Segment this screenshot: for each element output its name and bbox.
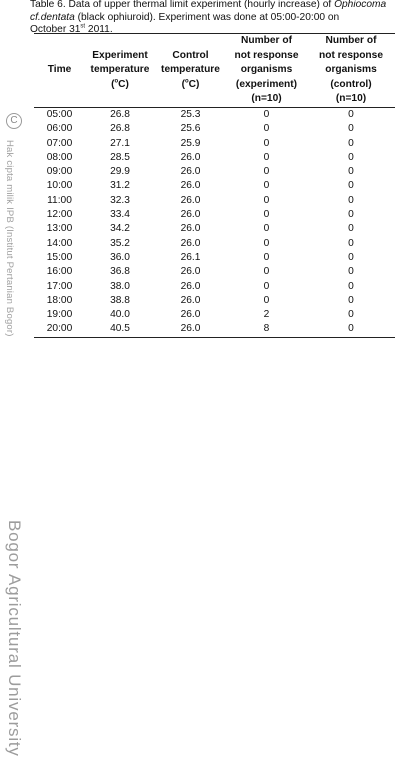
table-row bbox=[34, 322, 395, 337]
cell-control-temp: 26.0 bbox=[180, 323, 201, 335]
cell-not-response-ctrl: 0 bbox=[348, 323, 354, 335]
cell-control-temp: 26.0 bbox=[180, 180, 201, 192]
cell-experiment-temp: 33.4 bbox=[110, 209, 130, 221]
cell-experiment-temp: 36.8 bbox=[110, 266, 130, 278]
table-row bbox=[34, 294, 395, 308]
cell-not-response-ctrl: 0 bbox=[348, 223, 354, 235]
cell-not-response-ctrl: 0 bbox=[348, 123, 354, 135]
cell-time: 07:00 bbox=[46, 137, 73, 149]
cell-not-response-exp: 0 bbox=[263, 266, 270, 278]
cell-not-response-exp: 0 bbox=[263, 137, 270, 149]
cell-not-response-ctrl: 0 bbox=[348, 309, 354, 321]
cell-not-response-exp: 0 bbox=[263, 209, 270, 221]
cell-control-temp: 26.0 bbox=[180, 294, 201, 306]
cell-control-temp: 26.0 bbox=[180, 166, 201, 178]
cell-time: 10:00 bbox=[46, 180, 73, 192]
cell-time: 13:00 bbox=[46, 223, 73, 235]
cell-time: 12:00 bbox=[46, 209, 73, 221]
cell-control-temp: 26.0 bbox=[180, 151, 201, 163]
caption-date: October 31 bbox=[30, 24, 81, 35]
watermark-copyright-text: Hak cipta milik IPB (Institut Pertanian Bogor) bbox=[4, 140, 15, 337]
cell-not-response-exp: 0 bbox=[263, 194, 270, 206]
table-row bbox=[34, 208, 395, 222]
cell-experiment-temp: 40.5 bbox=[110, 323, 130, 335]
table-row bbox=[34, 179, 395, 193]
table-row bbox=[34, 122, 395, 136]
cell-not-response-exp: 0 bbox=[263, 294, 270, 306]
cell-time: 08:00 bbox=[46, 151, 73, 163]
header-time: Time bbox=[47, 64, 72, 76]
cell-time: 20:00 bbox=[46, 323, 73, 335]
caption-text: Table 6. Data of upper thermal limit experiment (hourly increase) of bbox=[30, 0, 335, 10]
cell-experiment-temp: 38.8 bbox=[110, 294, 130, 306]
header-not-response-experiment: Number of not response organisms (experiment) (n=10) bbox=[234, 35, 299, 105]
table-row bbox=[34, 308, 395, 322]
cell-control-temp: 26.0 bbox=[180, 237, 201, 249]
header-not-response-control: Number of not response organisms (control) (n=10) bbox=[319, 35, 383, 105]
table-row bbox=[34, 237, 395, 251]
table-row bbox=[34, 137, 395, 151]
cell-not-response-ctrl: 0 bbox=[348, 294, 354, 306]
table-row bbox=[34, 251, 395, 265]
cell-time: 18:00 bbox=[46, 294, 73, 306]
cell-not-response-ctrl: 0 bbox=[348, 137, 354, 149]
cell-experiment-temp: 34.2 bbox=[110, 223, 130, 235]
caption-species-epithet: cf.dentata bbox=[30, 11, 75, 23]
caption-date-sup: st bbox=[80, 23, 86, 30]
caption-text-2: (black ophiuroid). Experiment was done at 05:00-20:00 on bbox=[74, 11, 340, 23]
cell-not-response-exp: 2 bbox=[263, 309, 270, 321]
table-row bbox=[34, 194, 395, 208]
cell-time: 05:00 bbox=[46, 109, 73, 120]
cell-experiment-temp: 26.8 bbox=[110, 109, 130, 120]
cell-experiment-temp: 40.0 bbox=[110, 309, 130, 321]
table-row bbox=[34, 151, 395, 165]
cell-time: 06:00 bbox=[46, 123, 73, 135]
cell-time: 09:00 bbox=[46, 166, 73, 178]
cell-not-response-exp: 0 bbox=[263, 109, 270, 120]
cell-experiment-temp: 38.0 bbox=[110, 280, 130, 292]
cell-not-response-exp: 0 bbox=[263, 237, 270, 249]
cell-time: 11:00 bbox=[47, 194, 72, 206]
cell-control-temp: 26.0 bbox=[180, 280, 201, 292]
cell-not-response-ctrl: 0 bbox=[348, 151, 354, 163]
cell-time: 17:00 bbox=[46, 280, 73, 292]
cell-not-response-exp: 0 bbox=[263, 123, 270, 135]
cell-experiment-temp: 27.1 bbox=[110, 137, 130, 149]
cell-control-temp: 26.0 bbox=[180, 266, 201, 278]
cell-time: 14:00 bbox=[46, 237, 73, 249]
cell-control-temp: 25.6 bbox=[180, 123, 201, 135]
header-experiment-temperature: Experiment temperature ($^o$C) bbox=[90, 49, 150, 90]
cell-control-temp: 26.0 bbox=[180, 194, 201, 206]
cell-not-response-ctrl: 0 bbox=[348, 180, 354, 192]
watermark-university: Bogor Agricultural University bbox=[5, 520, 24, 757]
table-row bbox=[34, 222, 395, 236]
cell-control-temp: 26.1 bbox=[180, 251, 201, 263]
table-caption bbox=[30, 0, 401, 37]
cell-not-response-ctrl: 0 bbox=[348, 209, 354, 221]
cell-control-temp: 25.3 bbox=[180, 109, 201, 120]
cell-experiment-temp: 35.2 bbox=[110, 237, 130, 249]
cell-control-temp: 26.0 bbox=[180, 223, 201, 235]
header-control-temperature: Control temperature ($^o$C) bbox=[161, 49, 220, 90]
cell-not-response-ctrl: 0 bbox=[348, 237, 354, 249]
cell-not-response-exp: 0 bbox=[263, 180, 270, 192]
cell-not-response-ctrl: 0 bbox=[348, 251, 354, 263]
cell-not-response-exp: 0 bbox=[263, 223, 270, 235]
table-row bbox=[34, 280, 395, 294]
cell-time: 16:00 bbox=[46, 266, 73, 278]
cell-experiment-temp: 32.3 bbox=[110, 194, 130, 206]
cell-experiment-temp: 36.0 bbox=[110, 251, 130, 263]
cell-not-response-exp: 8 bbox=[263, 323, 270, 335]
table-row bbox=[34, 165, 395, 179]
cell-experiment-temp: 31.2 bbox=[110, 180, 130, 192]
cell-not-response-ctrl: 0 bbox=[348, 194, 354, 206]
cell-time: 15:00 bbox=[46, 251, 73, 263]
cell-time: 19:00 bbox=[46, 309, 73, 321]
cell-not-response-ctrl: 0 bbox=[348, 166, 354, 178]
cell-experiment-temp: 26.8 bbox=[110, 123, 130, 135]
cell-not-response-exp: 0 bbox=[263, 151, 270, 163]
cell-not-response-ctrl: 0 bbox=[348, 266, 354, 278]
cell-not-response-exp: 0 bbox=[263, 251, 270, 263]
cell-not-response-ctrl: 0 bbox=[348, 280, 354, 292]
cell-not-response-exp: 0 bbox=[263, 166, 270, 178]
table-row bbox=[34, 108, 395, 123]
cell-control-temp: 25.9 bbox=[180, 137, 201, 149]
data-table bbox=[34, 33, 395, 338]
cell-experiment-temp: 29.9 bbox=[110, 166, 130, 178]
copyright-icon: C bbox=[6, 113, 22, 129]
cell-control-temp: 26.0 bbox=[180, 209, 201, 221]
cell-experiment-temp: 28.5 bbox=[110, 151, 130, 163]
cell-not-response-ctrl: 0 bbox=[348, 109, 354, 120]
cell-not-response-exp: 0 bbox=[263, 280, 270, 292]
caption-species: Ophiocoma bbox=[334, 0, 387, 10]
cell-control-temp: 26.0 bbox=[180, 309, 201, 321]
caption-year: 2011. bbox=[85, 24, 113, 35]
table-body bbox=[34, 108, 395, 338]
table-row bbox=[34, 265, 395, 279]
